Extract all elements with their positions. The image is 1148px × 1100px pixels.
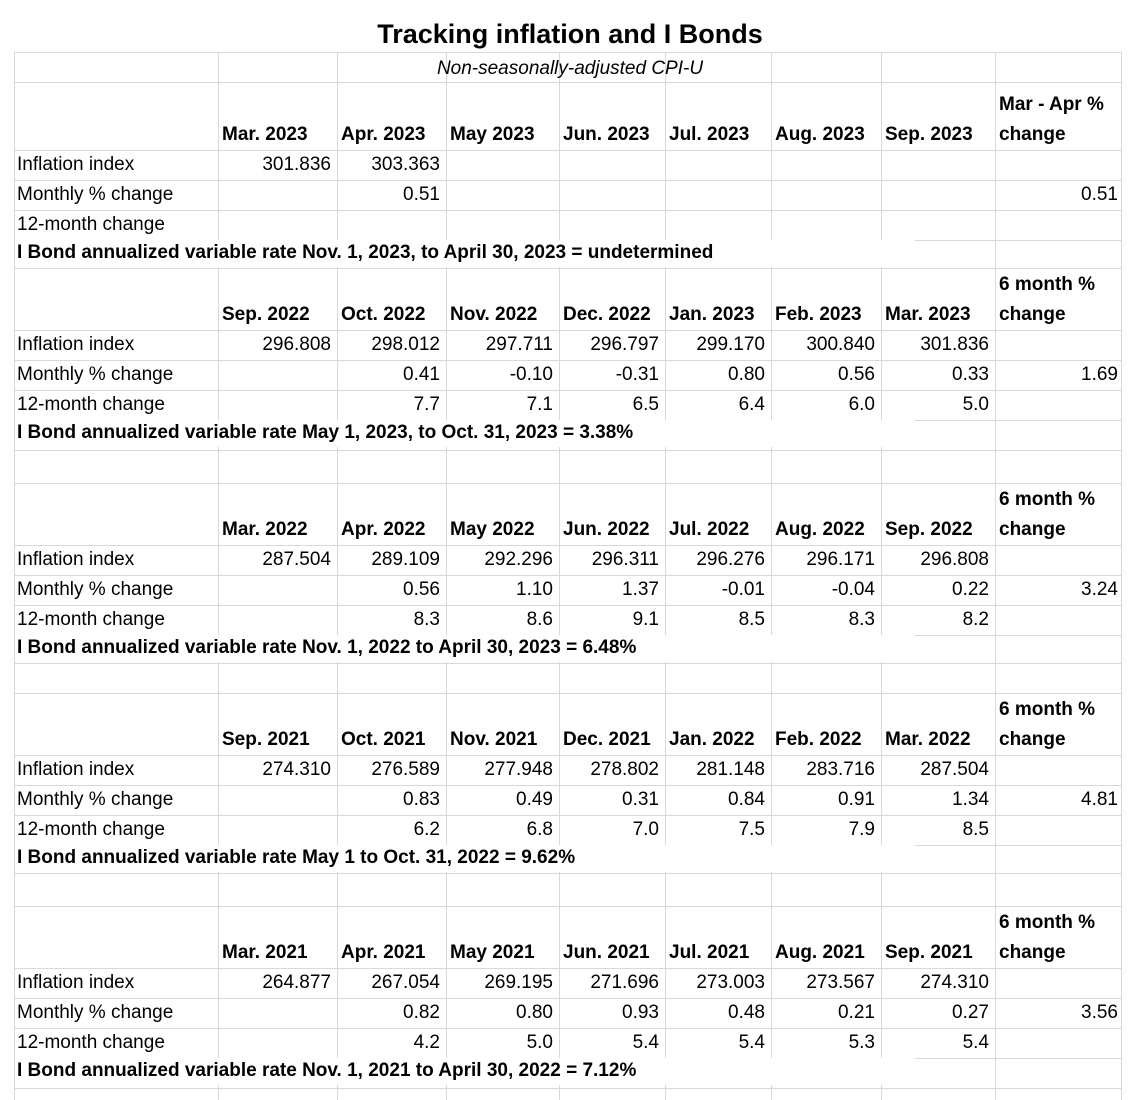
table-cell: 296.171 [806, 549, 875, 570]
grid-line [218, 52, 219, 1100]
page-title: Tracking inflation and I Bonds [377, 19, 763, 49]
table-cell: 7.9 [848, 819, 875, 840]
month-header: Sep. 2023 [885, 124, 973, 145]
grid-line [14, 1088, 1121, 1089]
month-header: Jan. 2023 [669, 304, 755, 325]
period-change-value: 3.24 [1081, 579, 1118, 600]
period-change-value: 4.81 [1081, 789, 1118, 810]
table-cell: 6.4 [738, 394, 765, 415]
table-cell: 8.3 [848, 609, 875, 630]
table-cell: 4.2 [413, 1032, 440, 1053]
grid-line [995, 52, 996, 1100]
table-cell: 8.5 [738, 609, 765, 630]
row-label: 12-month change [17, 609, 165, 630]
change-header: change [999, 942, 1066, 963]
table-cell: 0.48 [728, 1002, 765, 1023]
table-cell: 0.56 [838, 364, 875, 385]
table-cell: 1.34 [952, 789, 989, 810]
table-cell: 273.003 [696, 972, 765, 993]
grid-line [14, 52, 1121, 53]
rate-note: I Bond annualized variable rate Nov. 1, 2021 to April 30, 2022 = 7.12% [17, 1060, 637, 1081]
month-header: Aug. 2022 [775, 519, 865, 540]
table-cell: 0.82 [403, 1002, 440, 1023]
grid-line [771, 52, 772, 1100]
month-header: May 2021 [450, 942, 535, 963]
month-header: Apr. 2021 [341, 942, 426, 963]
table-cell: 0.91 [838, 789, 875, 810]
month-header: Aug. 2023 [775, 124, 865, 145]
grid-line [14, 693, 1121, 694]
grid-line [14, 390, 1121, 391]
table-cell: 0.21 [838, 1002, 875, 1023]
grid-line [14, 150, 1121, 151]
month-header: Apr. 2022 [341, 519, 426, 540]
table-cell: 7.7 [413, 394, 440, 415]
table-cell: 0.51 [403, 184, 440, 205]
table-cell: 296.311 [591, 549, 659, 570]
table-cell: 274.310 [262, 759, 331, 780]
month-header: Jan. 2022 [669, 729, 755, 750]
table-cell: 8.6 [526, 609, 553, 630]
change-header: change [999, 304, 1066, 325]
table-cell: 264.877 [262, 972, 331, 993]
row-label: Inflation index [17, 154, 135, 175]
table-cell: 267.054 [371, 972, 440, 993]
change-header: 6 month % [999, 274, 1096, 295]
rate-note: I Bond annualized variable rate May 1, 2023, to Oct. 31, 2023 = 3.38% [17, 422, 634, 443]
table-cell: 287.504 [920, 759, 989, 780]
grid-line [14, 210, 1121, 211]
grid-line [14, 605, 1121, 606]
grid-line [14, 360, 1121, 361]
grid-line [881, 52, 882, 1100]
table-cell: 8.5 [962, 819, 989, 840]
table-cell: 283.716 [806, 759, 875, 780]
table-cell: 274.310 [920, 972, 989, 993]
rate-note: I Bond annualized variable rate Nov. 1, 2023, to April 30, 2023 = undetermined [17, 242, 714, 263]
table-cell: 0.27 [952, 1002, 989, 1023]
table-cell: 0.33 [952, 364, 989, 385]
grid-line [14, 1028, 1121, 1029]
table-cell: 273.567 [806, 972, 875, 993]
month-header: Jun. 2023 [563, 124, 650, 145]
month-header: Mar. 2023 [222, 124, 308, 145]
grid-line [14, 450, 1121, 451]
month-header: Sep. 2021 [222, 729, 310, 750]
change-header: 6 month % [999, 912, 1096, 933]
table-cell: 5.4 [962, 1032, 989, 1053]
table-cell: 298.012 [371, 334, 440, 355]
table-cell: 277.948 [484, 759, 553, 780]
change-header: 6 month % [999, 699, 1096, 720]
table-cell: 9.1 [632, 609, 659, 630]
row-label: Inflation index [17, 972, 135, 993]
month-header: May 2023 [450, 124, 535, 145]
table-cell: 281.148 [696, 759, 765, 780]
month-header: Sep. 2021 [885, 942, 973, 963]
month-header: Dec. 2022 [563, 304, 651, 325]
table-cell: 1.37 [622, 579, 659, 600]
grid-line [14, 906, 1121, 907]
grid-line [337, 52, 338, 1100]
grid-line [14, 52, 15, 1100]
grid-line [14, 785, 1121, 786]
row-label: Inflation index [17, 759, 135, 780]
month-header: Feb. 2022 [775, 729, 862, 750]
table-cell: 5.4 [738, 1032, 765, 1053]
change-header: 6 month % [999, 489, 1096, 510]
row-label: 12-month change [17, 1032, 165, 1053]
month-header: Nov. 2021 [450, 729, 538, 750]
table-cell: 276.589 [371, 759, 440, 780]
table-cell: 0.41 [403, 364, 440, 385]
grid-line [446, 52, 447, 1100]
page-subtitle: Non-seasonally-adjusted CPI-U [436, 58, 704, 79]
month-header: Apr. 2023 [341, 124, 426, 145]
row-label: 12-month change [17, 394, 165, 415]
table-cell: 292.296 [484, 549, 553, 570]
rate-note: I Bond annualized variable rate May 1 to Oct. 31, 2022 = 9.62% [17, 847, 576, 868]
month-header: Sep. 2022 [885, 519, 973, 540]
table-cell: 8.2 [962, 609, 989, 630]
table-cell: 271.696 [590, 972, 659, 993]
table-cell: 6.8 [526, 819, 553, 840]
month-header: Mar. 2022 [885, 729, 971, 750]
table-cell: 6.0 [848, 394, 875, 415]
month-header: May 2022 [450, 519, 535, 540]
month-header: Jul. 2021 [669, 942, 750, 963]
table-cell: 0.31 [622, 789, 659, 810]
table-cell: 7.1 [526, 394, 553, 415]
grid-line [14, 663, 1121, 664]
table-cell: 5.0 [526, 1032, 553, 1053]
grid-line [14, 968, 1121, 969]
table-cell: 7.5 [738, 819, 765, 840]
row-label: Monthly % change [17, 1002, 174, 1023]
grid-line [14, 180, 1121, 181]
table-cell: 7.0 [632, 819, 659, 840]
table-cell: 269.195 [484, 972, 553, 993]
change-header: change [999, 519, 1066, 540]
table-cell: 6.5 [632, 394, 659, 415]
table-cell: -0.01 [721, 579, 765, 600]
table-cell: 0.56 [403, 579, 440, 600]
row-label: 12-month change [17, 214, 165, 235]
grid-line [14, 268, 1121, 269]
table-cell: 289.109 [371, 549, 440, 570]
month-header: Mar. 2022 [222, 519, 308, 540]
grid-line [14, 483, 1121, 484]
table-cell: 0.84 [728, 789, 765, 810]
month-header: Feb. 2023 [775, 304, 862, 325]
table-cell: 0.93 [622, 1002, 659, 1023]
table-cell: 296.808 [920, 549, 989, 570]
grid-line [14, 82, 1121, 83]
change-header: change [999, 729, 1066, 750]
table-cell: 0.80 [728, 364, 765, 385]
change-header: change [999, 124, 1066, 145]
table-cell: 0.83 [403, 789, 440, 810]
month-header: Jun. 2022 [563, 519, 650, 540]
table-cell: 5.3 [848, 1032, 875, 1053]
row-label: Monthly % change [17, 789, 174, 810]
row-label: Monthly % change [17, 184, 174, 205]
period-change-value: 1.69 [1081, 364, 1118, 385]
month-header: Nov. 2022 [450, 304, 538, 325]
table-cell: 297.711 [485, 334, 553, 355]
table-cell: 296.808 [262, 334, 331, 355]
table-cell: 278.802 [590, 759, 659, 780]
table-cell: 8.3 [413, 609, 440, 630]
grid-line [1121, 52, 1122, 1100]
rate-note: I Bond annualized variable rate Nov. 1, 2022 to April 30, 2023 = 6.48% [17, 637, 637, 658]
table-cell: 0.22 [952, 579, 989, 600]
table-cell: 299.170 [696, 334, 765, 355]
table-cell: 296.797 [590, 334, 659, 355]
month-header: Jun. 2021 [563, 942, 650, 963]
month-header: Dec. 2021 [563, 729, 651, 750]
table-cell: 0.80 [516, 1002, 553, 1023]
row-label: Monthly % change [17, 364, 174, 385]
grid-line [14, 575, 1121, 576]
table-cell: -0.31 [615, 364, 659, 385]
month-header: Sep. 2022 [222, 304, 310, 325]
month-header: Mar. 2023 [885, 304, 971, 325]
table-cell: 303.363 [371, 154, 440, 175]
table-cell: 5.0 [962, 394, 989, 415]
row-label: 12-month change [17, 819, 165, 840]
month-header: Oct. 2022 [341, 304, 426, 325]
grid-line [14, 545, 1121, 546]
table-cell: -0.10 [509, 364, 553, 385]
month-header: Aug. 2021 [775, 942, 865, 963]
row-label: Inflation index [17, 334, 135, 355]
period-change-value: 3.56 [1081, 1002, 1118, 1023]
month-header: Jul. 2022 [669, 519, 750, 540]
table-cell: 5.4 [632, 1032, 659, 1053]
change-header: Mar - Apr % [999, 94, 1104, 115]
row-label: Inflation index [17, 549, 135, 570]
period-change-value: 0.51 [1081, 184, 1118, 205]
month-header: Oct. 2021 [341, 729, 426, 750]
table-cell: -0.04 [831, 579, 875, 600]
table-cell: 296.276 [696, 549, 765, 570]
table-cell: 6.2 [413, 819, 440, 840]
table-cell: 300.840 [806, 334, 875, 355]
grid-line [559, 52, 560, 1100]
table-cell: 287.504 [262, 549, 331, 570]
month-header: Mar. 2021 [222, 942, 308, 963]
grid-line [14, 998, 1121, 999]
month-header: Jul. 2023 [669, 124, 750, 145]
table-cell: 301.836 [262, 154, 331, 175]
grid-line [14, 815, 1121, 816]
row-label: Monthly % change [17, 579, 174, 600]
grid-line [14, 755, 1121, 756]
grid-line [14, 330, 1121, 331]
grid-line [665, 52, 666, 1100]
table-cell: 0.49 [516, 789, 553, 810]
table-cell: 1.10 [516, 579, 553, 600]
grid-line [14, 873, 1121, 874]
table-cell: 301.836 [920, 334, 989, 355]
